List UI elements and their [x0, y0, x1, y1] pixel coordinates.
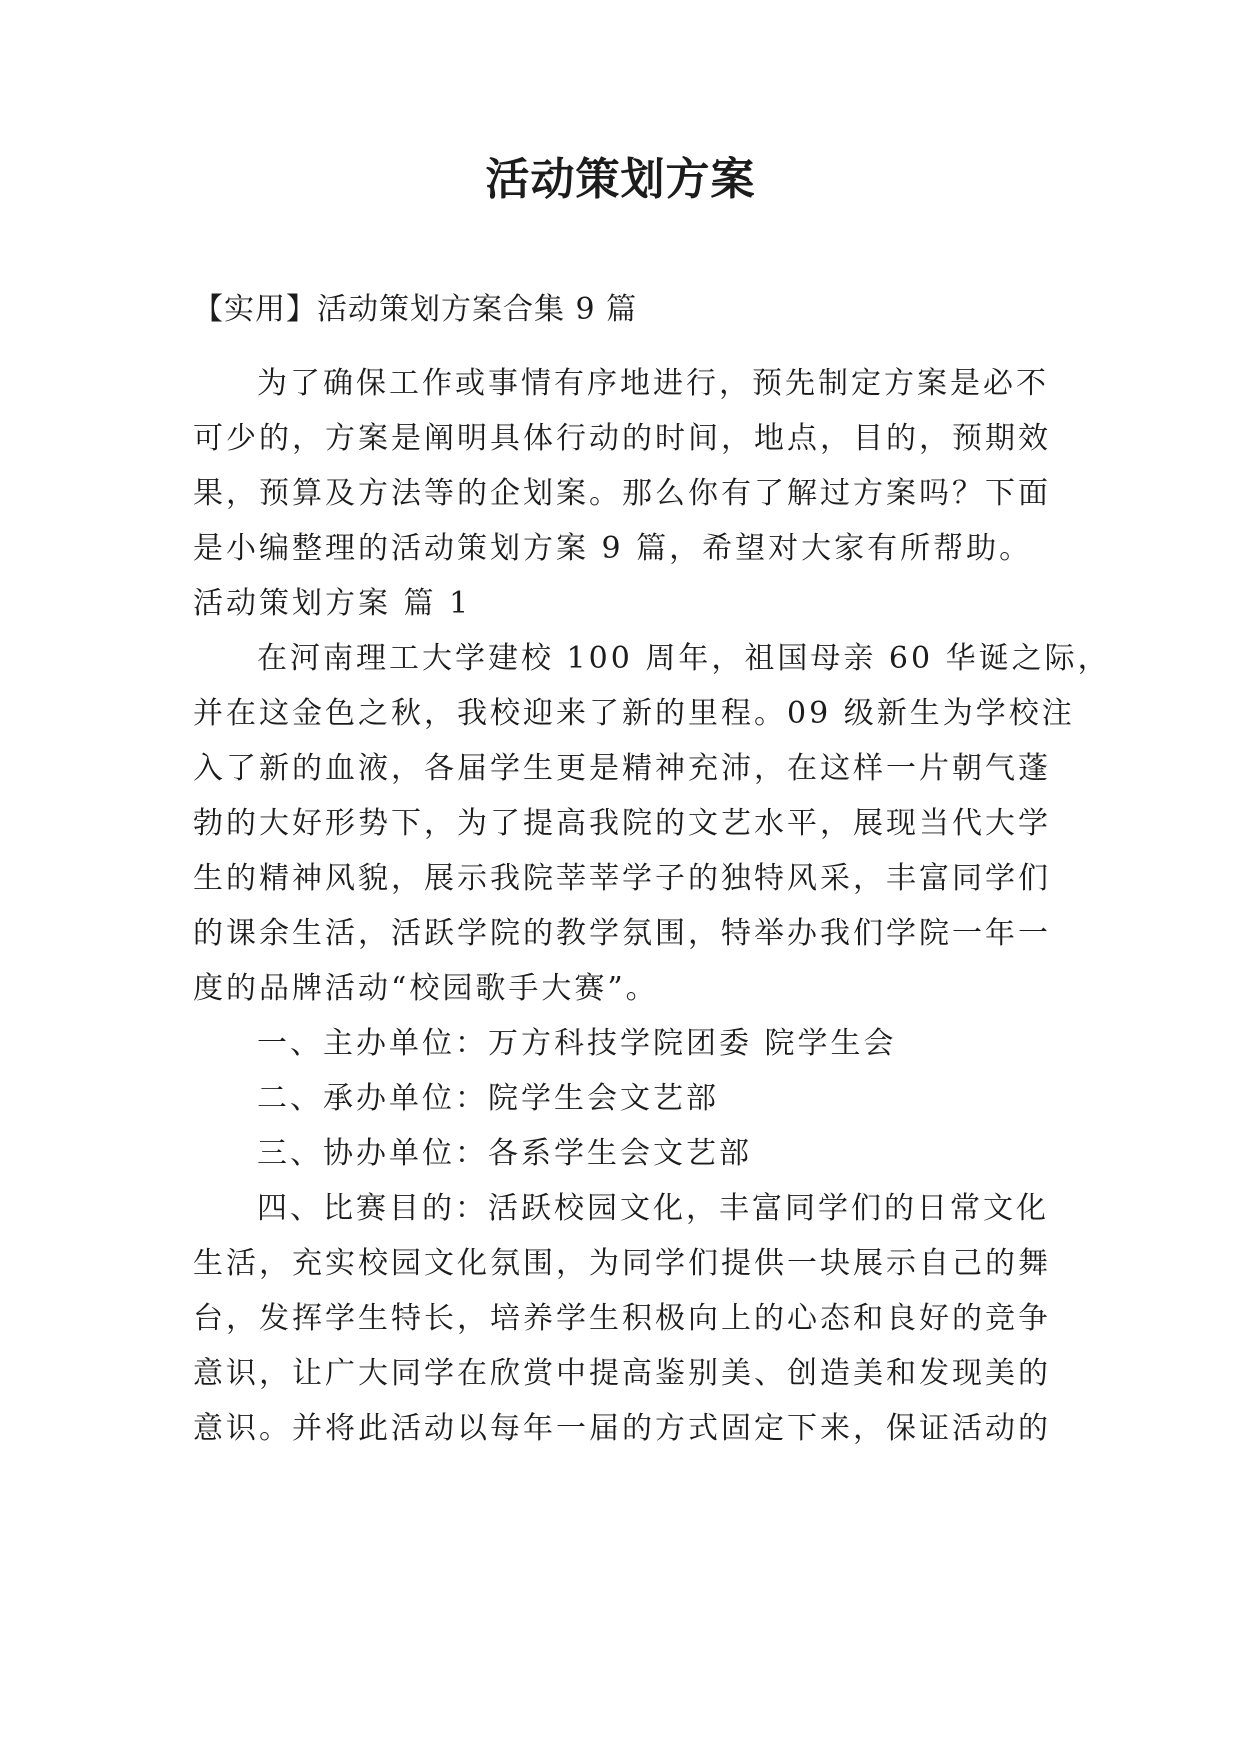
list-item-co-organizer: 三、协办单位：各系学生会文艺部 — [257, 1136, 752, 1171]
body-paragraph-line: 意识。并将此活动以每年一届的方式固定下来，保证活动的 — [193, 1411, 1051, 1446]
body-paragraph-line: 意识，让广大同学在欣赏中提高鉴别美、创造美和发现美的 — [193, 1356, 1051, 1391]
body-paragraph-line: 勃的大好形势下，为了提高我院的文艺水平，展现当代大学 — [193, 806, 1051, 841]
document-title: 活动策划方案 — [485, 154, 756, 205]
section-heading: 活动策划方案 篇 1 — [193, 586, 472, 621]
body-paragraph-line: 台，发挥学生特长，培养学生积极向上的心态和良好的竞争 — [193, 1301, 1051, 1336]
list-item-purpose: 四、比赛目的：活跃校园文化，丰富同学们的日常文化 — [257, 1191, 1049, 1226]
intro-paragraph-line: 可少的，方案是阐明具体行动的时间，地点，目的，预期效 — [193, 421, 1051, 456]
intro-paragraph-line: 为了确保工作或事情有序地进行，预先制定方案是必不 — [257, 366, 1049, 401]
body-paragraph-line: 入了新的血液，各届学生更是精神充沛，在这样一片朝气蓬 — [193, 751, 1051, 786]
body-paragraph-line: 生的精神风貌，展示我院莘莘学子的独特风采，丰富同学们 — [193, 861, 1051, 896]
document-subtitle: 【实用】活动策划方案合集 9 篇 — [193, 292, 638, 327]
intro-paragraph-line: 是小编整理的活动策划方案 9 篇，希望对大家有所帮助。 — [193, 531, 1033, 566]
list-item-host: 二、承办单位：院学生会文艺部 — [257, 1081, 719, 1116]
body-paragraph-line: 在河南理工大学建校 100 周年，祖国母亲 60 华诞之际， — [257, 641, 1111, 676]
body-paragraph-line: 并在这金色之秋，我校迎来了新的里程。09 级新生为学校注 — [193, 696, 1075, 731]
body-paragraph-line: 的课余生活，活跃学院的教学氛围，特举办我们学院一年一 — [193, 916, 1051, 951]
list-item-organizer: 一、主办单位：万方科技学院团委 院学生会 — [257, 1026, 897, 1061]
body-paragraph-line: 生活，充实校园文化氛围，为同学们提供一块展示自己的舞 — [193, 1246, 1051, 1281]
intro-paragraph-line: 果，预算及方法等的企划案。那么你有了解过方案吗？下面 — [193, 476, 1051, 511]
body-paragraph-line: 度的品牌活动“校园歌手大赛”。 — [193, 971, 659, 1006]
